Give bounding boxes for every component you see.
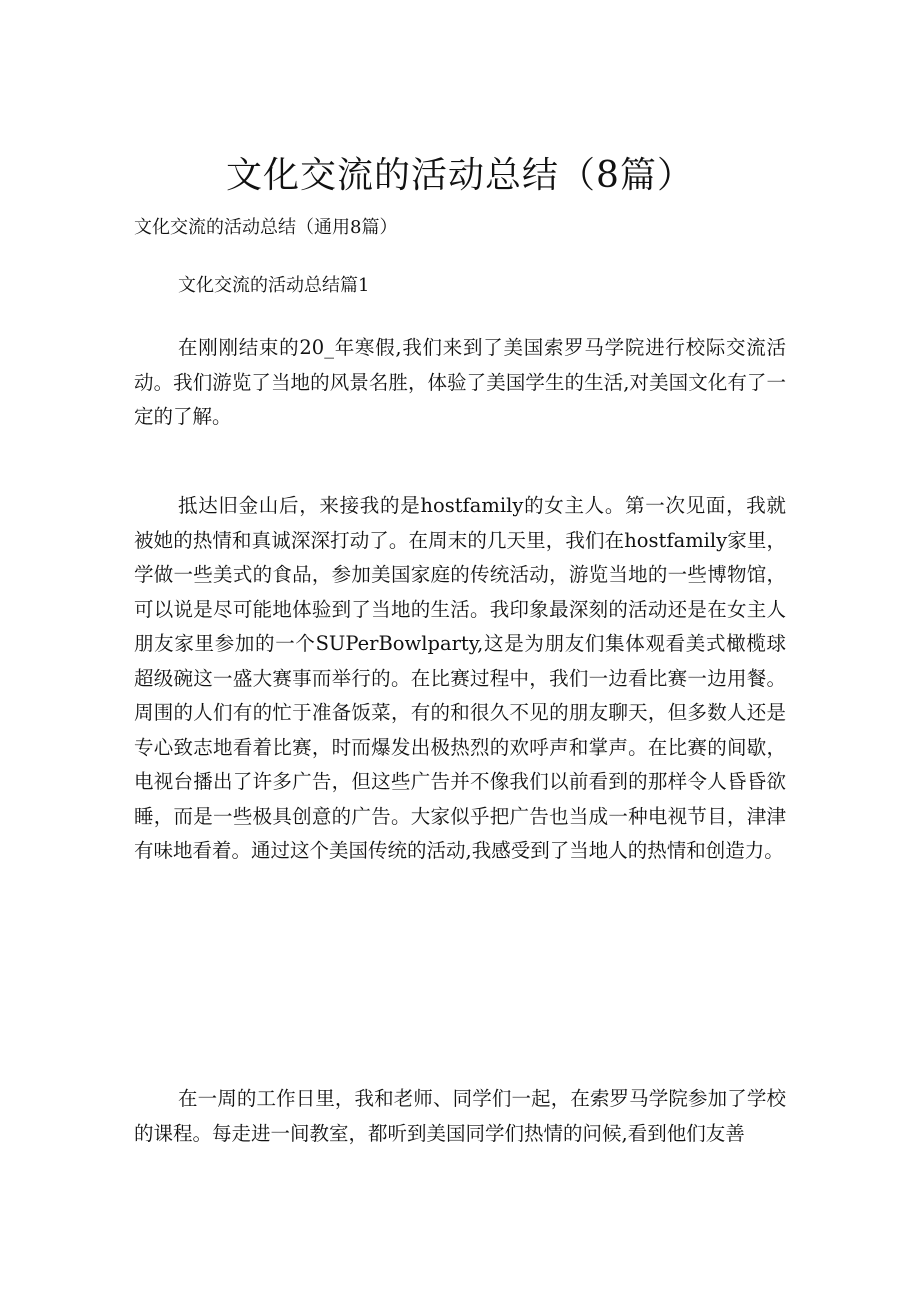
body-paragraph-1: 在刚刚结束的20_年寒假,我们来到了美国索罗马学院进行校际交流活动。我们游览了当地的风景名胜，体验了美国学生的生活,对美国文化有了一定的了解。 — [134, 336, 786, 428]
document-subtitle: 文化交流的活动总结（通用8篇） — [134, 217, 398, 238]
document-title: 文化交流的活动总结（8篇） — [226, 155, 694, 196]
body-paragraph-3: 在一周的工作日里，我和老师、同学们一起，在索罗马学院参加了学校的课程。每走进一间教室，都听到美国同学们热情的问候,看到他们友善 — [134, 1087, 786, 1145]
section-heading: 文化交流的活动总结篇1 — [178, 275, 370, 296]
body-paragraph-2: 抵达旧金山后，来接我的是hostfamily的女主人。第一次见面，我就被她的热情和真诚深深打动了。在周末的几天里，我们在hostfamily家里，学做一些美式的食品，参加美国家庭的传统活动，游览当地的一些博物馆，可以说是尽可能地体验到了当地的生活。我印象最深刻的活动还是在女主人朋友家里参加的一个SUPerBowlparty,这是为朋友们集体观看美式橄榄球超级碗这一盛大赛事而举行的。在比赛过程中，我们一边看比赛一边用餐。周围的人们有的忙于准备饭菜，有的和很久不见的朋友聊天，但多数人还是专心致志地看着比赛，时而爆发出极热烈的欢呼声和掌声。在比赛的间歇，电视台播出了许多广告，但这些广告并不像我们以前看到的那样令人昏昏欲睡，而是一些极具创意的广告。大家似乎把广告也当成一种电视节目，津津有味地看着。通过这个美国传统的活动,我感受到了当地人的热情和创造力。 — [134, 494, 786, 862]
